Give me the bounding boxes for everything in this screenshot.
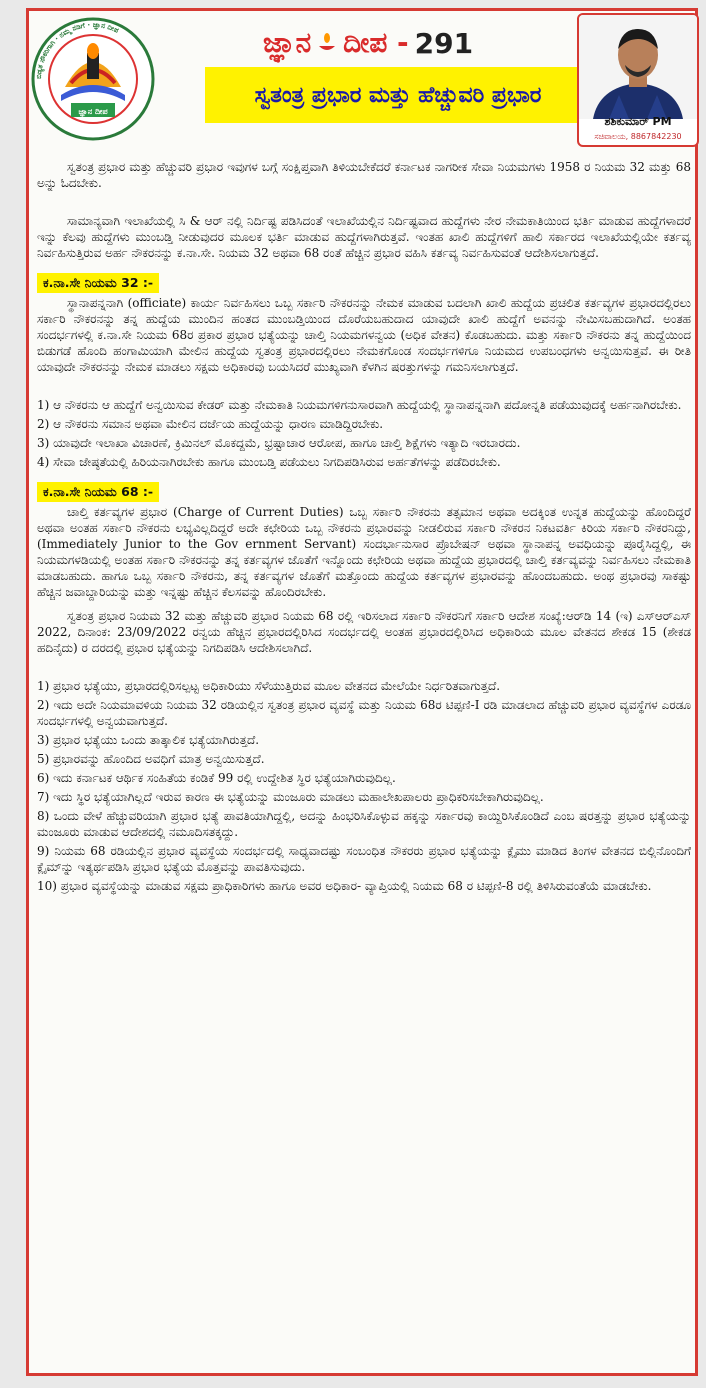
article-page [26, 8, 698, 1376]
masthead-right: ದೀಪ - [343, 26, 409, 59]
list-item: 3) ಯಾವುದೇ ಇಲಾಖಾ ವಿಚಾರಣೆ, ಕ್ರಿಮಿನಲ್ ಮೊಕದ್ದಮೆ, ಭ್ರಷ್ಟಾಚಾರ ಆರೋಪ, ಹಾಗೂ ಚಾಲ್ತಿ ಶಿಕ್ಷೆಗಳು ಇತ್ಯಾದಿ ಇರಬಾರದು. [37, 436, 521, 450]
rule-68-points [37, 678, 691, 894]
rule-68-body-1: ಚಾಲ್ತಿ ಕರ್ತವ್ಯಗಳ ಪ್ರಭಾರ (Charge of Current Duties) ಒಬ್ಬ ಸರ್ಕಾರಿ ನೌಕರನು ತತ್ಸಮಾನ ಅಥವಾ ಅದಕ್ಕಿಂತ ಉನ್ನತ ಹುದ್ದೆಯನ್ನು ಹೊಂದಿದ್ದರೆ ಅಥವಾ ಅಂತಹ ಸರ್ಕಾರಿ ನೌಕರನು ಲಭ್ಯವಿಲ್ಲದಿದ್ದರೆ ಅದೇ ಕಛೇರಿಯ ಒಬ್ಬ ನೌಕರನು ಪ್ರಭಾರವನ್ನು ನೀಡಲಿರುವ ಸರ್ಕಾರಿ ನೌಕರನ ನಿಕಟವರ್ತಿ ಕಿರಿಯ ಸರ್ಕಾರಿ ನೌಕರನಿದ್ದು, (Immediately Junior to the Gov ernment Servant) ಸಂದರ್ಭಾನುಸಾರ ಪ್ರೊಬೇಷನ್ ಅಥವಾ ಸ್ಥಾನಾಪನ್ನ ಅವಧಿಯನ್ನು ಪೂರೈಸಿದ್ದಲ್ಲಿ, ಈ ನಿಯಮಗಳಡಿಯಲ್ಲಿ ಅಂತಹ ಸರ್ಕಾರಿ ನೌಕರನನ್ನು ತನ್ನ ಕರ್ತವ್ಯಗಳ ಜೊತೆಗೆ ಇನ್ನೊಂದು ಕಛೇರಿಯ ಅಥವಾ ಹುದ್ದೆಯ ಪ್ರಭಾರದಲ್ಲಿ ಚಾಲ್ತಿ ಕರ್ತವ್ಯವನ್ನು ನಿರ್ವಹಿಸಲು ನೇಮಕಾತಿ ಮಾಡಬಹುದು. ಹಾಗೂ ಒಬ್ಬ ಸರ್ಕಾರಿ ನೌಕರನು, ತನ್ನ ಕರ್ತವ್ಯಗಳ ಜೊತೆಗೆ ಮತ್ತೊಂದು ಹುದ್ದೆಯ ಕರ್ತವ್ಯಗಳ ಪ್ರಭಾರವನ್ನು ಹೊಂದಬಹುದು. ಅಂಥ ಪ್ರಭಾರವು ಸಾಕಷ್ಟು ಹೆಚ್ಚಿನ ಜವಾಬ್ದಾರಿಯನ್ನು ಮತ್ತು ಇನ್ನಷ್ಟು ಹೆಚ್ಚಿನ ಕೆಲಸವನ್ನು ಹೊಂದಿರಬೇಕು. [37, 505, 691, 599]
list-item: 7) ಇದು ಸ್ಥಿರ ಭತ್ಯೆಯಾಗಿಲ್ಲದೆ ಇರುವ ಕಾರಣ ಈ ಭತ್ಯೆಯನ್ನು ಮಂಜೂರು ಮಾಡಲು ಮಹಾಲೇಖಪಾಲರು ಪ್ರಾಧಿಕರಿಸಬೇಕಾಗಿರುವುದಿಲ್ಲ. [37, 790, 544, 804]
issue-number: 291 [414, 26, 474, 60]
section-heading-rule-32: ಕ.ನಾ.ಸೇ ನಿಯಮ 32 :- [37, 273, 159, 293]
list-item: 1) ಪ್ರಭಾರ ಭತ್ಯೆಯು, ಪ್ರಭಾರದಲ್ಲಿರಿಸಲ್ಪಟ್ಟ ಅಧಿಕಾರಿಯು ಸೆಳೆಯುತ್ತಿರುವ ಮೂಲ ವೇತನದ ಮೇಲೆಯೇ ನಿರ್ಧರಿತವಾಗುತ್ತದೆ. [37, 679, 501, 693]
list-item: 4) ಸೇವಾ ಜೇಷ್ಠತೆಯಲ್ಲಿ ಹಿರಿಯನಾಗಿರಬೇಕು ಹಾಗೂ ಮುಂಬಡ್ತಿ ಪಡೆಯಲು ನಿಗದಿಪಡಿಸಿರುವ ಅರ್ಹತೆಗಳನ್ನು ಪಡೆದಿರಬೇಕು. [37, 455, 501, 469]
intro-paragraph: ಸ್ವತಂತ್ರ ಪ್ರಭಾರ ಮತ್ತು ಹೆಚ್ಚುವರಿ ಪ್ರಭಾರ ಇವುಗಳ ಬಗ್ಗೆ ಸಂಕ್ಷಿಪ್ತವಾಗಿ ತಿಳಿಯಬೇಕೆದರೆ ಕರ್ನಾಟಕ ನಾಗರೀಕ ಸೇವಾ ನಿಯಮಗಳು 1958 ರ ನಿಯಮ 32 ಮತ್ತು 68 ಅನ್ನು ಓದಬೇಕು. [37, 160, 691, 190]
masthead-left: ಜ್ಞಾನ [263, 26, 312, 59]
list-item: 9) ನಿಯಮ 68 ರಡಿಯಲ್ಲಿನ ಪ್ರಭಾರ ವ್ಯವಸ್ಥೆಯ ಸಂದರ್ಭದಲ್ಲಿ ಸಾಧ್ಯವಾದಷ್ಟು ಸಂಬಂಧಿತ ನೌಕರರು ಪ್ರಭಾರ ಭತ್ಯೆಯನ್ನು ಕ್ಲೈಮು ಮಾಡಿದ ತಿಂಗಳ ವೇತನದ ಬಿಲ್ಲಿನೊಂದಿಗೆ ಕ್ಲೈಮ್‌ನ್ನು ಇತ್ಯರ್ಥಪಡಿಸಿ ಪ್ರಭಾರ ಭತ್ಯೆಯ ಮೊತ್ತವನ್ನು ಪಾವತಿಸುವುದು. [37, 844, 691, 874]
rule-32-body: ಸ್ಥಾನಾಪನ್ನನಾಗಿ (officiate) ಕಾರ್ಯ ನಿರ್ವಹಿಸಲು ಒಬ್ಬ ಸರ್ಕಾರಿ ನೌಕರನನ್ನು ನೇಮಕ ಮಾಡುವ ಬದಲಾಗಿ ಖಾಲಿ ಹುದ್ದೆಯ ಪ್ರಚಲಿತ ಕರ್ತವ್ಯಗಳ ಪ್ರಭಾರದಲ್ಲಿರಲು ಸರ್ಕಾರಿ ನೌಕರನನ್ನು ತನ್ನ ಹುದ್ದೆಯ ಮುಂದಿನ ಹಂತದ ಮುಂಬಡ್ತಿಯಿಂದ ದೊರೆಯಬಹುದಾದ ಯಾವುದೇ ಖಾಲಿ ಹುದ್ದೆಗೆ ಅವನನ್ನು ನೇಮಿಸಬಹುದಾಗಿದೆ. ಅಂತಹ ಸಂದರ್ಭಗಳಲ್ಲಿ ಕ.ನಾ.ಸೇ ನಿಯಮ 68ರ ಪ್ರಕಾರ ಪ್ರಭಾರ ಭತ್ಯೆಯನ್ನು ಚಾಲ್ತಿ ನಿಯಮಗಳನ್ವಯ (ಅಧಿಕ ವೇತನ) ಕೊಡಬಹುದು. ಮತ್ತು ಸರ್ಕಾರಿ ನೌಕರನು ತನ್ನ ಹುದ್ದೆಯಿಂದ ಬಿಡುಗಡೆ ಹೊಂದಿ ಹಂಗಾಮಿಯಾಗಿ ಮೇಲಿನ ಹುದ್ದೆಯ ಸ್ವತಂತ್ರ ಪ್ರಭಾರದಲ್ಲಿರಲು ನೇಮಕಗೊಂಡ ಸಂದರ್ಭಗಳಿಗೂ ನಿಯಮದ ಉಪಬಂಧಗಳು ಅನ್ವಯಿಸುತ್ತವೆ. ಈ ರೀತಿ ಯಾವುದೇ ನೌಕರನನ್ನು ನೇಮಕ ಮಾಡಲು ಸಕ್ಷಮ ಅಧಿಕಾರವು ಬಯಸಿದರೆ ಮುಖ್ಯವಾಗಿ ಕೆಳಗಿನ ಷರತ್ತುಗಳನ್ನು ಗಮನಿಸಲಾಗುತ್ತದೆ. [37, 296, 691, 374]
list-item: 2) ಇದು ಅದೇ ನಿಯಮಾವಳಿಯ ನಿಯಮ 32 ರಡಿಯಲ್ಲಿನ ಸ್ವತಂತ್ರ ಪ್ರಭಾರ ವ್ಯವಸ್ಥೆ ಮತ್ತು ನಿಯಮ 68ರ ಟಿಪ್ಪಣಿ-I ರಡಿ ಮಾಡಲಾದ ಹೆಚ್ಚುವರಿ ಪ್ರಭಾರ ವ್ಯವಸ್ಥೆಗಳ ಎರಡೂ ಸಂದರ್ಭಗಳಲ್ಲಿ ಅನ್ವಯವಾಗುತ್ತದೆ. [37, 698, 691, 728]
logo-inner-text: ಜ್ಞಾನ ದೀಪ [78, 107, 108, 116]
section-heading-rule-68: ಕ.ನಾ.ಸೇ ನಿಯಮ 68 :- [37, 482, 159, 502]
rule-68-body-2: ಸ್ವತಂತ್ರ ಪ್ರಭಾರ ನಿಯಮ 32 ಮತ್ತು ಹೆಚ್ಚುವರಿ ಪ್ರಭಾರ ನಿಯಮ 68 ರಲ್ಲಿ ಇರಿಸಲಾದ ಸರ್ಕಾರಿ ನೌಕರನಿಗೆ ಸರ್ಕಾರಿ ಆದೇಶ ಸಂಖ್ಯೆ:ಆರ್‌ಡಿ 14 (ಇ) ಎಸ್‌ಆರ್‌ಎಸ್ 2022, ದಿನಾಂಕ: 23/09/2022 ರನ್ವಯ ಹೆಚ್ಚಿನ ಪ್ರಭಾರದಲ್ಲಿರಿಸಿದ ಸಂದರ್ಭದಲ್ಲಿ ಅಂತಹ ಪ್ರಭಾರದಲ್ಲಿರಿಸಿದ ಅಧಿಕಾರಿಯ ಮೂಲ ವೇತನದ ಶೇಕಡ 15 (ಶೇಕಡ ಹದಿನೈದು) ರ ದರದಲ್ಲಿ ಪ್ರಭಾರ ಭತ್ಯೆಯನ್ನು ನಿಗದಿಪಡಿಸಿ ಆದೇಶಿಸಲಾಗಿದೆ. [37, 609, 691, 655]
list-item: 6) ಇದು ಕರ್ನಾಟಕ ಆರ್ಥಿಕ ಸಂಹಿತೆಯ ಕಂಡಿಕೆ 99 ರಲ್ಲಿ ಉದ್ದೇಶಿತ ಸ್ಥಿರ ಭತ್ಯೆಯಾಗಿರುವುದಿಲ್ಲ. [37, 771, 396, 785]
author-contact: ಸಚಿವಾಲಯ, 8867842230 [594, 132, 682, 141]
title-banner [205, 67, 591, 123]
list-item: 10) ಪ್ರಭಾರ ವ್ಯವಸ್ಥೆಯನ್ನು ಮಾಡುವ ಸಕ್ಷಮ ಪ್ರಾಧಿಕಾರಿಗಳು ಹಾಗೂ ಅವರ ಅಧಿಕಾರ- ವ್ಯಾಪ್ತಿಯಲ್ಲಿ ನಿಯಮ 68 ರ ಟಿಪ್ಪಣಿ-8 ರಲ್ಲಿ ತಿಳಿಸಿರುವಂತೆಯೆ ಮಾಡಬೇಕು. [37, 879, 652, 893]
lamp-icon [317, 32, 337, 54]
author-name: ಶಶಿಕುಮಾರ್ PM [604, 115, 672, 128]
list-item: 8) ಒಂದು ವೇಳೆ ಹೆಚ್ಚುವರಿಯಾಗಿ ಪ್ರಭಾರ ಭತ್ಯೆ ಪಾವತಿಯಾಗಿದ್ದಲ್ಲಿ, ಅದನ್ನು ಹಿಂಭರಿಸಿಕೊಳ್ಳುವ ಹಕ್ಕನ್ನು ಸರ್ಕಾರವು ಕಾಯ್ದಿರಿಸಿಕೊಂಡಿದೆ ಎಂಬ ಷರತ್ತನ್ನು ಪ್ರಭಾರ ಭತ್ಯೆಯನ್ನು ಮಂಜೂರು ಮಾಡುವ ಆದೇಶದಲ್ಲಿ ನಮೂದಿಸತಕ್ಕದ್ದು. [37, 809, 691, 839]
paragraph-1: ಸಾಮಾನ್ಯವಾಗಿ ಇಲಾಖೆಯಲ್ಲಿ ಸಿ & ಆರ್ ನಲ್ಲಿ ನಿರ್ದಿಷ್ಟ ಪಡಿಸಿದಂತೆ ಇಲಾಖೆಯಲ್ಲಿನ ನಿರ್ದಿಷ್ಟವಾದ ಹುದ್ದೆಗಳು ನೇರ ನೇಮಕಾತಿಯಿಂದ ಭರ್ತಿ ಮಾಡುವ ಹುದ್ದೆಗಳಾದರೆ ಇನ್ನು ಕೆಲವು ಹುದ್ದೆಗಳು ಮುಂಬಡ್ತಿ ನೀಡುವುದರ ಮೂಲಕ ಭರ್ತಿ ಮಾಡುವ ಹುದ್ದೆಗಳಾಗಿರುತ್ತವೆ. ಇಂತಹ ಖಾಲಿ ಹುದ್ದೆಗಳಿಗೆ ಹಾಲಿ ಸರ್ಕಾರದ ಇಲಾಖೆಯಲ್ಲಿಯೇ ಕರ್ತವ್ಯ ನಿರ್ವಹಿಸುತ್ತಿರುವ ಅರ್ಹ ನೌಕರನನ್ನು ಕ.ನಾ.ಸೇ. ನಿಯಮ 32 ಅಥವಾ 68 ರಂತೆ ಹೆಚ್ಚಿನ ಪ್ರಭಾರ ವಹಿಸಿ ಕರ್ತವ್ಯ ನಿರ್ವಹಿಸುವಂತೆ ಆದೇಶಿಸಲಾಗುತ್ತದೆ. [37, 214, 691, 260]
list-item: 1) ಆ ನೌಕರನು ಆ ಹುದ್ದೆಗೆ ಅನ್ವಯಿಸುವ ಕೇಡರ್ ಮತ್ತು ನೇಮಕಾತಿ ನಿಯಮಗಳಿಗನುಸಾರವಾಗಿ ಹುದ್ದೆಯಲ್ಲಿ ಸ್ಥಾನಾಪನ್ನನಾಗಿ ಪದೋನ್ನತಿ ಪಡೆಯುವುದಕ್ಕೆ ಅರ್ಹನಾಗಿರಬೇಕು. [37, 398, 682, 412]
list-item: 5) ಪ್ರಭಾರವನ್ನು ಹೊಂದಿದ ಅವಧಿಗೆ ಮಾತ್ರ ಅನ್ವಯಿಸುತ್ತದೆ. [37, 752, 265, 766]
author-photo [579, 15, 697, 119]
article-title: ಸ್ವತಂತ್ರ ಪ್ರಭಾರ ಮತ್ತು ಹೆಚ್ಚುವರಿ ಪ್ರಭಾರ [254, 82, 542, 108]
article-body [37, 159, 691, 902]
masthead [263, 23, 473, 63]
article-header [29, 11, 695, 151]
author-card [577, 13, 699, 147]
list-item: 2) ಆ ನೌಕರನು ಸಮಾನ ಅಥವಾ ಮೇಲಿನ ದರ್ಜೆಯ ಹುದ್ದೆಯನ್ನು ಧಾರಣ ಮಾಡಿದ್ದಿರಬೇಕು. [37, 417, 384, 431]
rule-32-conditions [37, 397, 691, 470]
list-item: 3) ಪ್ರಭಾರ ಭತ್ಯೆಯು ಒಂದು ತಾತ್ಕಾಲಿಕ ಭತ್ಯೆಯಾಗಿರುತ್ತದೆ. [37, 733, 260, 747]
jnanadeepa-logo [31, 17, 155, 141]
logo-ring-text: ಬಿಡ್ಯತ ನೌಕರಿಗಾಗಿ · ನಮ್ಮ ನಡಿಗೆ · ಜ್ಞಾನ ದೀಪ [34, 20, 120, 80]
